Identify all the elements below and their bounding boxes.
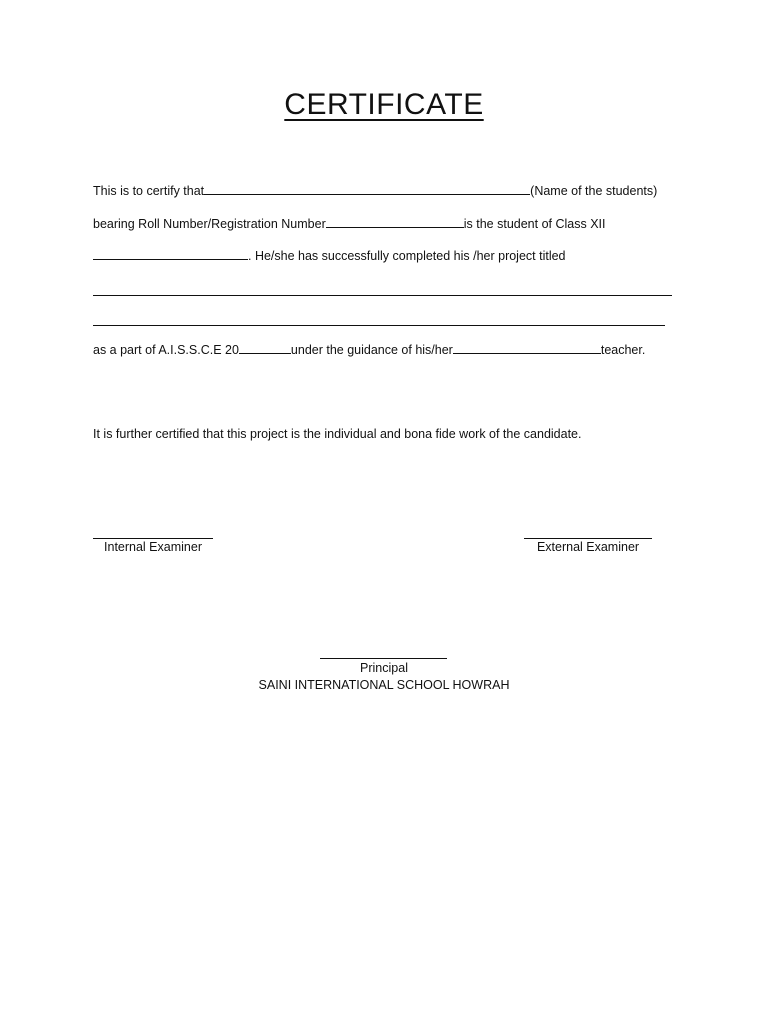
- school-name: SAINI INTERNATIONAL SCHOOL HOWRAH: [258, 678, 510, 692]
- internal-examiner-label: Internal Examiner: [104, 540, 202, 554]
- teacher-suffix: teacher.: [600, 343, 646, 357]
- further-certified-line: It is further certified that this project is the individual and bona fide work of the candidate.: [93, 427, 582, 441]
- class-section-blank: [93, 247, 248, 260]
- aissce-line: [93, 341, 645, 358]
- year-blank: [239, 341, 291, 354]
- certify-suffix: (Name of the students): [530, 184, 658, 198]
- roll-suffix: is the student of Class XII: [463, 217, 606, 231]
- aissce-prefix: as a part of A.I.S.S.C.E 20: [93, 343, 239, 357]
- project-title-rule-2: [93, 325, 665, 326]
- student-name-blank: [204, 182, 530, 195]
- certify-prefix: This is to certify that: [93, 184, 205, 198]
- completed-line: [93, 247, 566, 264]
- roll-prefix: bearing Roll Number/Registration Number: [93, 217, 326, 231]
- guidance-text: under the guidance of his/her: [290, 343, 453, 357]
- certify-line: [93, 182, 657, 199]
- external-examiner-label: External Examiner: [536, 540, 640, 554]
- teacher-name-blank: [453, 341, 601, 354]
- roll-number-blank: [326, 215, 464, 228]
- project-title-rule-1: [93, 295, 672, 296]
- certificate-title: CERTIFICATE: [284, 88, 484, 121]
- roll-number-line: [93, 215, 606, 232]
- principal-label: Principal: [360, 661, 408, 675]
- completed-text: . He/she has successfully completed his /her project titled: [248, 249, 566, 263]
- principal-signature-rule: [320, 658, 447, 659]
